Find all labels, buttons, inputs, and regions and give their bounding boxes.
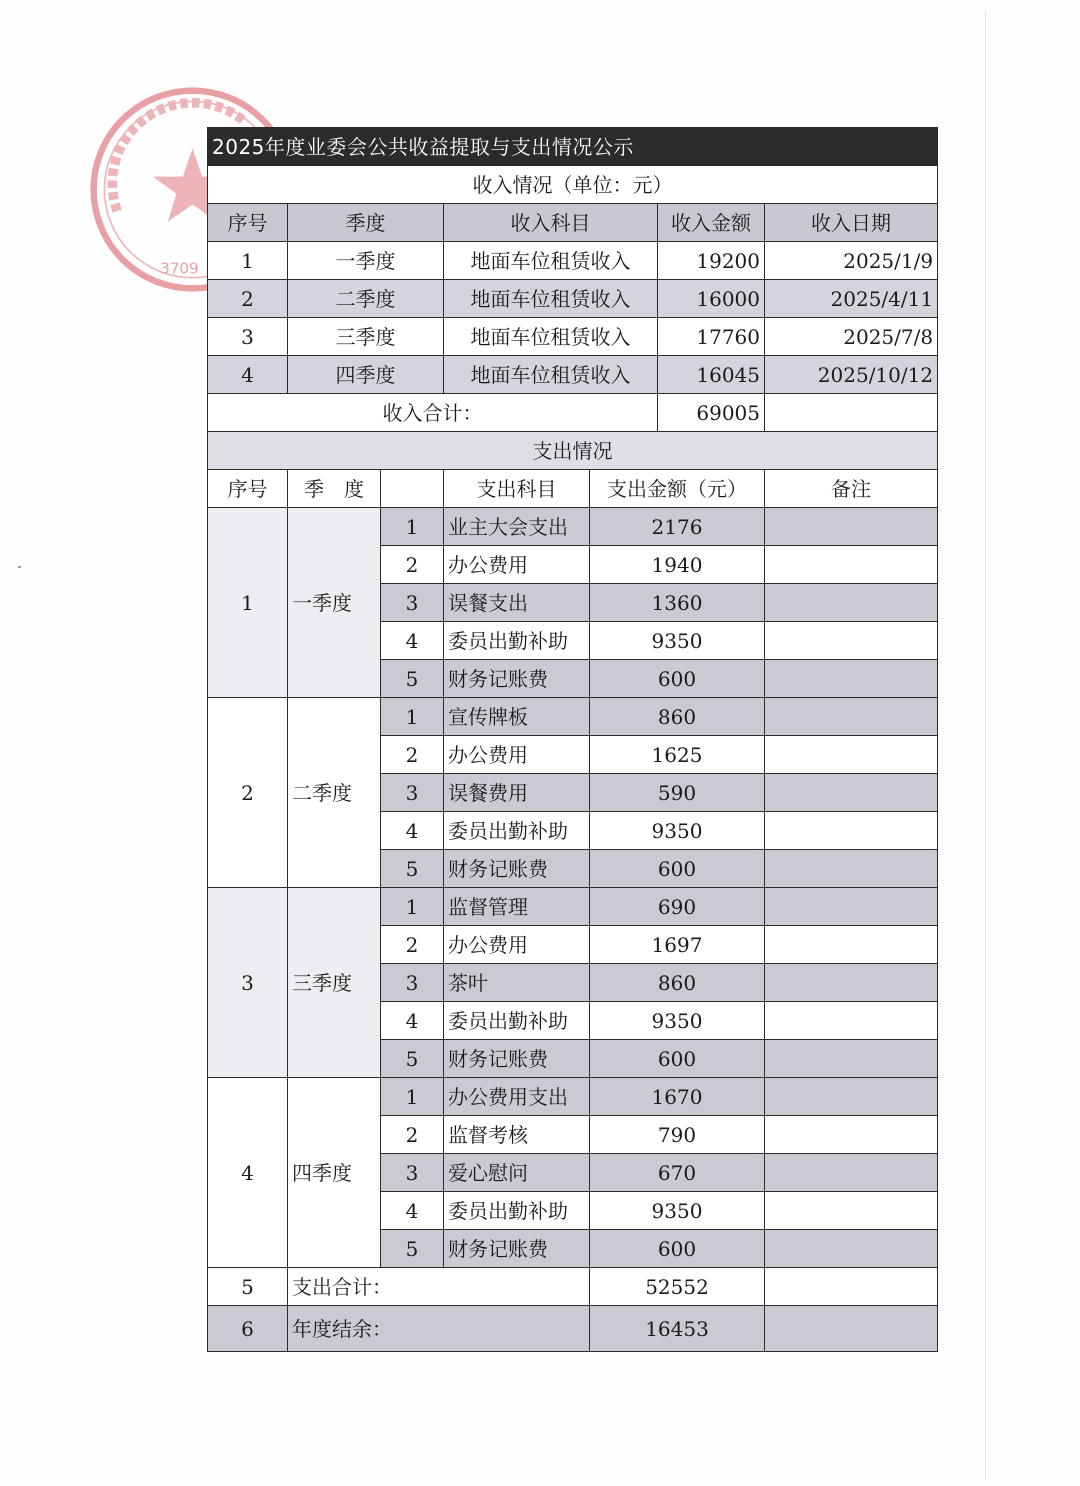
income-amount: 19200 bbox=[658, 242, 765, 280]
balance-remark bbox=[765, 1306, 938, 1352]
expense-remark bbox=[765, 698, 938, 736]
income-amount: 16045 bbox=[658, 356, 765, 394]
income-row bbox=[208, 280, 938, 318]
income-date: 2025/7/8 bbox=[765, 318, 938, 356]
balance-value: 16453 bbox=[590, 1306, 765, 1352]
income-section-label: 收入情况（单位：元） bbox=[208, 166, 938, 204]
expense-index: 5 bbox=[381, 1230, 444, 1268]
expense-row bbox=[208, 1078, 938, 1116]
expense-index: 3 bbox=[381, 1154, 444, 1192]
expense-item: 宣传牌板 bbox=[444, 698, 590, 736]
expense-index: 2 bbox=[381, 736, 444, 774]
expense-group-quarter: 二季度 bbox=[288, 698, 381, 888]
expense-item: 财务记账费 bbox=[444, 1040, 590, 1078]
expense-amount: 670 bbox=[590, 1154, 765, 1192]
expense-row bbox=[208, 508, 938, 546]
expense-amount: 1360 bbox=[590, 584, 765, 622]
expense-index: 3 bbox=[381, 584, 444, 622]
expense-item: 监督考核 bbox=[444, 1116, 590, 1154]
expense-remark bbox=[765, 622, 938, 660]
income-item: 地面车位租赁收入 bbox=[444, 280, 658, 318]
expense-remark bbox=[765, 1192, 938, 1230]
expense-remark bbox=[765, 1154, 938, 1192]
page-title: 2025年度业委会公共收益提取与支出情况公示 bbox=[208, 128, 938, 166]
expense-item: 财务记账费 bbox=[444, 850, 590, 888]
income-item: 地面车位租赁收入 bbox=[444, 356, 658, 394]
expense-item: 误餐支出 bbox=[444, 584, 590, 622]
expense-section-label: 支出情况 bbox=[208, 432, 938, 470]
expense-amount: 590 bbox=[590, 774, 765, 812]
expense-total-row bbox=[208, 1268, 938, 1306]
expense-index: 1 bbox=[381, 508, 444, 546]
income-total-row bbox=[208, 394, 938, 432]
expense-index: 5 bbox=[381, 660, 444, 698]
income-header-item: 收入科目 bbox=[444, 204, 658, 242]
expense-item: 财务记账费 bbox=[444, 1230, 590, 1268]
expense-item: 委员出勤补助 bbox=[444, 622, 590, 660]
expense-row bbox=[208, 698, 938, 736]
scan-edge-line bbox=[985, 10, 986, 1480]
expense-remark bbox=[765, 584, 938, 622]
expense-remark bbox=[765, 660, 938, 698]
expense-item: 办公费用支出 bbox=[444, 1078, 590, 1116]
expense-item: 财务记账费 bbox=[444, 660, 590, 698]
income-header-amount: 收入金额 bbox=[658, 204, 765, 242]
expense-remark bbox=[765, 508, 938, 546]
expense-remark bbox=[765, 1230, 938, 1268]
expense-remark bbox=[765, 774, 938, 812]
expense-item: 办公费用 bbox=[444, 546, 590, 584]
expense-index: 1 bbox=[381, 698, 444, 736]
expense-amount: 1940 bbox=[590, 546, 765, 584]
disclosure-table bbox=[207, 127, 938, 1352]
expense-amount: 9350 bbox=[590, 1192, 765, 1230]
expense-remark bbox=[765, 812, 938, 850]
expense-row bbox=[208, 888, 938, 926]
expense-index: 3 bbox=[381, 774, 444, 812]
expense-item: 爱心慰问 bbox=[444, 1154, 590, 1192]
expense-amount: 1670 bbox=[590, 1078, 765, 1116]
expense-amount: 600 bbox=[590, 1040, 765, 1078]
income-header-row bbox=[208, 204, 938, 242]
expense-index: 5 bbox=[381, 850, 444, 888]
income-header-date: 收入日期 bbox=[765, 204, 938, 242]
income-amount: 16000 bbox=[658, 280, 765, 318]
expense-index: 1 bbox=[381, 1078, 444, 1116]
balance-no: 6 bbox=[208, 1306, 288, 1352]
income-row bbox=[208, 356, 938, 394]
expense-amount: 860 bbox=[590, 964, 765, 1002]
expense-group-no: 3 bbox=[208, 888, 288, 1078]
expense-header-item: 支出科目 bbox=[444, 470, 590, 508]
expense-item: 办公费用 bbox=[444, 926, 590, 964]
expense-amount: 1625 bbox=[590, 736, 765, 774]
income-no: 2 bbox=[208, 280, 288, 318]
expense-item: 茶叶 bbox=[444, 964, 590, 1002]
expense-amount: 600 bbox=[590, 1230, 765, 1268]
expense-remark bbox=[765, 1116, 938, 1154]
expense-amount: 9350 bbox=[590, 1002, 765, 1040]
expense-header-remark: 备注 bbox=[765, 470, 938, 508]
expense-group-no: 1 bbox=[208, 508, 288, 698]
income-row bbox=[208, 242, 938, 280]
expense-index: 4 bbox=[381, 1002, 444, 1040]
balance-row bbox=[208, 1306, 938, 1352]
expense-amount: 600 bbox=[590, 660, 765, 698]
income-total-value: 69005 bbox=[658, 394, 765, 432]
title-row bbox=[208, 128, 938, 166]
income-header-no: 序号 bbox=[208, 204, 288, 242]
income-quarter: 二季度 bbox=[288, 280, 444, 318]
expense-group-no: 4 bbox=[208, 1078, 288, 1268]
income-no: 1 bbox=[208, 242, 288, 280]
expense-remark bbox=[765, 546, 938, 584]
expense-total-label: 支出合计： bbox=[288, 1268, 590, 1306]
expense-index: 4 bbox=[381, 812, 444, 850]
expense-total-remark bbox=[765, 1268, 938, 1306]
balance-label: 年度结余： bbox=[288, 1306, 590, 1352]
expense-amount: 9350 bbox=[590, 812, 765, 850]
expense-item: 监督管理 bbox=[444, 888, 590, 926]
expense-index: 5 bbox=[381, 1040, 444, 1078]
income-no: 4 bbox=[208, 356, 288, 394]
expense-amount: 9350 bbox=[590, 622, 765, 660]
expense-group-quarter: 四季度 bbox=[288, 1078, 381, 1268]
income-total-label: 收入合计： bbox=[208, 394, 658, 432]
expense-group-quarter: 一季度 bbox=[288, 508, 381, 698]
expense-remark bbox=[765, 850, 938, 888]
expense-index: 3 bbox=[381, 964, 444, 1002]
expense-index: 4 bbox=[381, 622, 444, 660]
expense-header-row bbox=[208, 470, 938, 508]
expense-remark bbox=[765, 736, 938, 774]
expense-index: 2 bbox=[381, 546, 444, 584]
income-header-quarter: 季度 bbox=[288, 204, 444, 242]
expense-total-value: 52552 bbox=[590, 1268, 765, 1306]
expense-amount: 1697 bbox=[590, 926, 765, 964]
expense-amount: 790 bbox=[590, 1116, 765, 1154]
income-section-row bbox=[208, 166, 938, 204]
income-item: 地面车位租赁收入 bbox=[444, 242, 658, 280]
expense-item: 误餐费用 bbox=[444, 774, 590, 812]
expense-item: 委员出勤补助 bbox=[444, 1002, 590, 1040]
expense-remark bbox=[765, 926, 938, 964]
expense-amount: 860 bbox=[590, 698, 765, 736]
income-date: 2025/10/12 bbox=[765, 356, 938, 394]
expense-amount: 600 bbox=[590, 850, 765, 888]
expense-item: 业主大会支出 bbox=[444, 508, 590, 546]
expense-index: 1 bbox=[381, 888, 444, 926]
income-date: 2025/4/11 bbox=[765, 280, 938, 318]
income-date: 2025/1/9 bbox=[765, 242, 938, 280]
expense-index: 2 bbox=[381, 1116, 444, 1154]
scan-speck bbox=[18, 566, 21, 568]
expense-index: 2 bbox=[381, 926, 444, 964]
expense-remark bbox=[765, 1002, 938, 1040]
income-row bbox=[208, 318, 938, 356]
expense-header-quarter: 季 度 bbox=[288, 470, 381, 508]
expense-group-no: 2 bbox=[208, 698, 288, 888]
expense-remark bbox=[765, 964, 938, 1002]
expense-index: 4 bbox=[381, 1192, 444, 1230]
expense-remark bbox=[765, 888, 938, 926]
income-quarter: 三季度 bbox=[288, 318, 444, 356]
income-item: 地面车位租赁收入 bbox=[444, 318, 658, 356]
expense-item: 委员出勤补助 bbox=[444, 812, 590, 850]
expense-item: 委员出勤补助 bbox=[444, 1192, 590, 1230]
expense-remark bbox=[765, 1078, 938, 1116]
expense-remark bbox=[765, 1040, 938, 1078]
income-quarter: 一季度 bbox=[288, 242, 444, 280]
expense-amount: 690 bbox=[590, 888, 765, 926]
expense-group-quarter: 三季度 bbox=[288, 888, 381, 1078]
income-quarter: 四季度 bbox=[288, 356, 444, 394]
income-total-blank bbox=[765, 394, 938, 432]
expense-item: 办公费用 bbox=[444, 736, 590, 774]
expense-header-amount: 支出金额（元） bbox=[590, 470, 765, 508]
expense-amount: 2176 bbox=[590, 508, 765, 546]
income-no: 3 bbox=[208, 318, 288, 356]
expense-section-row bbox=[208, 432, 938, 470]
expense-header-no: 序号 bbox=[208, 470, 288, 508]
seal-number: 3709 bbox=[160, 259, 199, 278]
expense-total-no: 5 bbox=[208, 1268, 288, 1306]
income-amount: 17760 bbox=[658, 318, 765, 356]
expense-header-index bbox=[381, 470, 444, 508]
